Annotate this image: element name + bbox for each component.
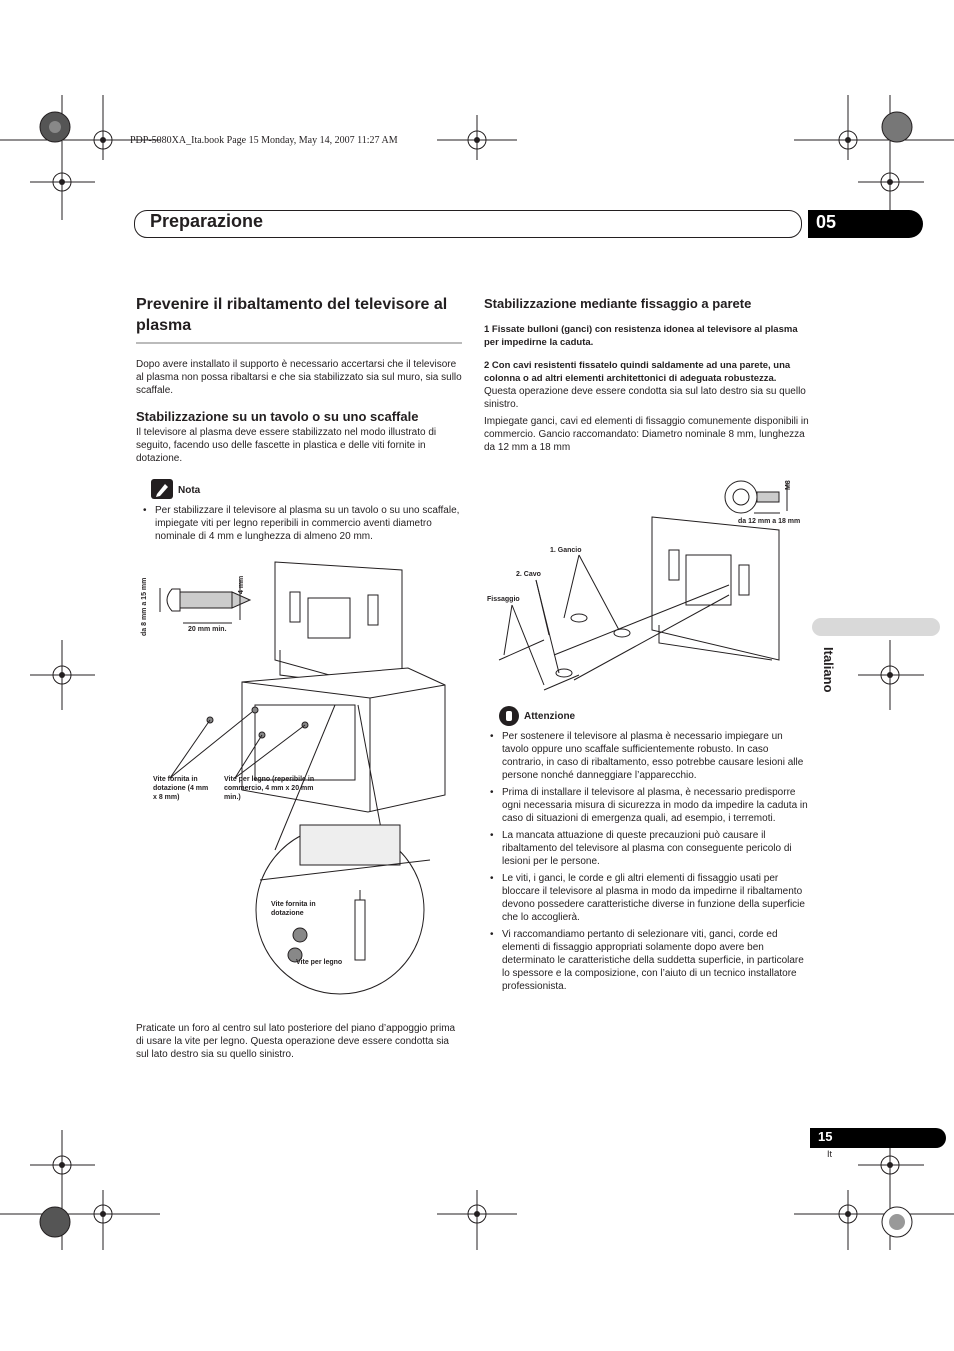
note-label: Nota bbox=[178, 485, 201, 496]
step-2-text: Questa operazione deve essere condotta sia sul lato destro sia su quello sinistro. bbox=[484, 386, 806, 410]
attention-list bbox=[490, 730, 808, 997]
hole-instructions: Praticate un foro al centro sul lato posteriore del piano d’appoggio prima di usare la vite per legno. Questa operazione deve essere condotta sia sul lato destro sia su quello sinistro. bbox=[136, 1023, 456, 1060]
attention-item: • Le viti, i ganci, le corde e gli altri elementi di fissaggio usati per bloccare il televisore al plasma in modo da impedirne il ribaltamento devono possedere caratteristiche diverse in funzione della superficie che lo accoglierà. bbox=[490, 872, 808, 924]
right-column bbox=[484, 296, 810, 454]
page-title: Preparazione bbox=[150, 211, 264, 231]
language-label: Italiano bbox=[821, 647, 836, 693]
dim-min-label: 20 mm min. bbox=[188, 626, 227, 633]
note-icon bbox=[151, 479, 173, 499]
chapter-number: 05 bbox=[816, 212, 837, 232]
label-wood-screw: Vite per legno (reperibile in commercio, 4 mm x 20 mm min.) bbox=[224, 776, 315, 801]
note-list bbox=[143, 504, 461, 547]
label-supplied-screw: Vite fornita in dotazione (4 mm x 8 mm) bbox=[153, 776, 209, 801]
dim-diameter-label: 4 mm bbox=[238, 575, 245, 594]
cable-label: 2. Cavo bbox=[516, 571, 541, 578]
step-2: 2 Con cavi resistenti fissatelo quindi saldamente ad una parete, una colonna o ad altri elementi architettonici di adeguata robustezza. bbox=[484, 360, 791, 384]
attention-item: • Prima di installare il televisore al plasma, è necessario predisporre ogni necessaria misura di sicurezza in modo da impedire la caduta in caso di situazioni di emergenza quali, ad esempio, i terremoti. bbox=[490, 786, 808, 825]
note-item: • Per stabilizzare il televisore al plasma su un tavolo o su uno scaffale, impiegate viti per legno reperibili in commercio aventi diametro nominale di 4 mm e lunghezza di almeno 20 mm. bbox=[143, 504, 461, 543]
wall-heading: Stabilizzazione mediante fissaggio a parete bbox=[484, 296, 752, 311]
zoom-label-supplied: Vite fornita in dotazione bbox=[271, 901, 316, 917]
bolt-size-label: M8 bbox=[785, 480, 792, 490]
fixing-label: Fissaggio bbox=[487, 596, 520, 603]
intro-text: Dopo avere installato il supporto è necessario accertarsi che il televisore al plasma non possa ribaltarsi e che sia stabilizzato sia sul muro, sia sullo scaffale. bbox=[136, 359, 462, 396]
language-tab bbox=[812, 618, 940, 636]
attention-item: • La mancata attuazione di queste precauzioni può causare il ribaltamento del televisore al plasma con conseguente pericolo di lesioni per le persone. bbox=[490, 829, 808, 868]
dim-length-label: da 8 mm a 15 mm bbox=[141, 577, 148, 636]
page-language: It bbox=[827, 1149, 833, 1159]
hook-label: 1. Gancio bbox=[550, 547, 582, 554]
bolt-length-label: da 12 mm a 18 mm bbox=[738, 518, 801, 525]
print-header: PDP-5080XA_Ita.book Page 15 Monday, May 14, 2007 11:27 AM bbox=[130, 135, 398, 146]
shelf-text: Il televisore al plasma deve essere stabilizzato nel modo illustrato di seguito, facendo uso delle fascette in plastica e delle viti fornite in dotazione. bbox=[136, 427, 437, 464]
attention-item: • Vi raccomandiamo pertanto di selezionare viti, ganci, corde ed elementi di fissaggio appropriati solamente dopo avere ben determinato le caratteristiche della suddetta superficie, in particolare lo spessore e la composizione, con l’aiuto di un tecnico installatore professionista. bbox=[490, 928, 808, 993]
section-rule bbox=[136, 342, 462, 344]
zoom-label-wood: Vite per legno bbox=[296, 959, 343, 966]
step-1: 1 Fissate bulloni (ganci) con resistenza idonea al televisore al plasma per impedirne la caduta. bbox=[484, 324, 798, 348]
hardware-text: Impiegate ganci, cavi ed elementi di fissaggio comunemente disponibili in commercio. Gancio raccomandato: Diametro nominale 8 mm, lunghezza da 12 mm a 18 mm bbox=[484, 416, 809, 453]
section-heading: Prevenire il ribaltamento del televisore al plasma bbox=[136, 296, 448, 334]
left-column bbox=[136, 294, 462, 465]
attention-label: Attenzione bbox=[524, 711, 576, 722]
attention-item: • Per sostenere il televisore al plasma è necessario impiegare un tavolo oppure uno scaffale sufficientemente robusto. In caso contrario, in caso di ribaltamento, esso potrebbe causare lesioni alle persone nonché danneggiare l’apparecchio. bbox=[490, 730, 808, 782]
sub-heading-shelf: Stabilizzazione su un tavolo o su uno scaffale bbox=[136, 409, 419, 424]
attention-icon bbox=[499, 706, 519, 726]
page-number: 15 bbox=[818, 1129, 833, 1144]
